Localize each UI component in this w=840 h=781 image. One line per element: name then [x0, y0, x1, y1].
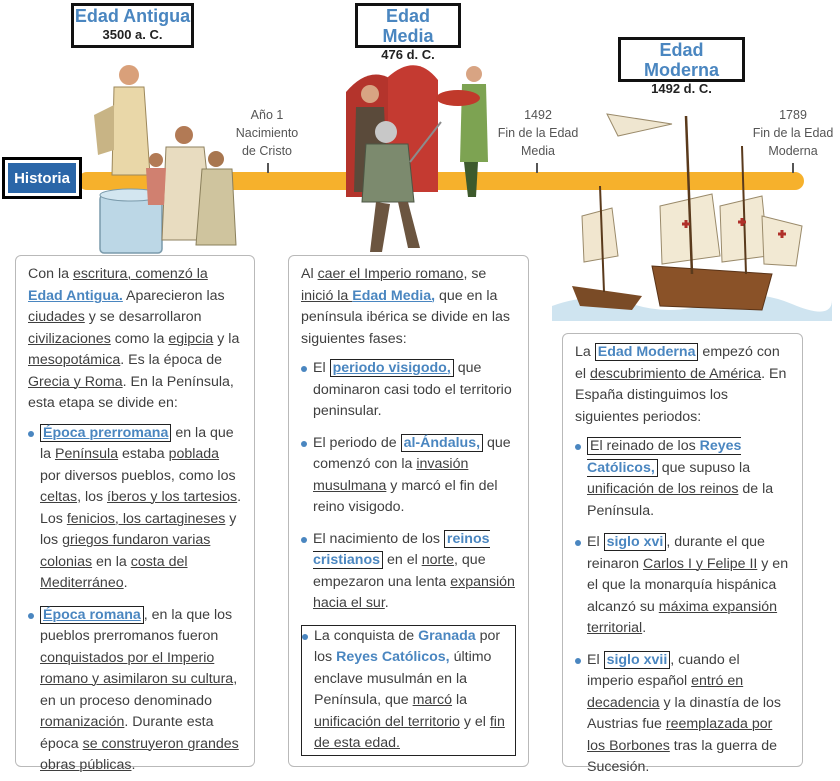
- panel-edad-antigua: [15, 255, 255, 773]
- panel-edad-moderna: [562, 333, 803, 775]
- list-item: El nacimiento de los reinos cristianos en el norte, que empezaron una lenta expansión hacia el sur.: [301, 529, 516, 615]
- historia-tag: [2, 157, 82, 199]
- ancient-figures-illustration: [84, 55, 244, 255]
- timeline-label-1492: 1492 Fin de la Edad Media: [497, 108, 579, 158]
- list-item: Época romana , en la que los pueblos prerromanos fueron conquistados por el Imperio romano y asimilaron su cultura, en un proceso denominado romanización. Durante esta época se construyeron grandes obras públicas.: [28, 605, 242, 777]
- panel-intro: Con la escritura, comenzó la Edad Antigua. Aparecieron las ciudades y se desarrollaron civilizaciones como la egipcia y la mesopotámica. Es la época de Grecia y Roma. En la Península, esta etapa se divide en:: [28, 266, 240, 411]
- era-date: 1492 d. C.: [651, 81, 712, 96]
- era-date: 476 d. C.: [381, 47, 435, 62]
- panel-intro: Al caer el Imperio romano, se inició la Edad Media, que en la península ibérica se divide en las siguientes fases:: [301, 266, 511, 347]
- list-item: El siglo xvii , cuando el imperio español entró en decadencia y la dinastía de los Austrias fue reemplazada por los Borbones tras la guerra de Sucesión.: [575, 650, 790, 779]
- panel-intro: La Edad Moderna empezó con el descubrimiento de América. En España distinguimos los siguientes periodos:: [575, 344, 787, 425]
- timeline-tick: [267, 163, 269, 173]
- list-item: El periodo de al-Ándalus, que comenzó con la invasión musulmana y marcó el fin del reino visigodo.: [301, 433, 516, 519]
- era-name: Edad Moderna: [643, 40, 719, 80]
- era-date: 3500 a. C.: [102, 27, 163, 42]
- list-item: Época prerromana en la que la Península estaba poblada por diversos pueblos, como los celtas, los íberos y los tartesios. Los fenicios, los cartagineses y los griegos fundaron varias colonias en la costa del Mediterráneo.: [28, 423, 242, 595]
- ships-illustration: [552, 96, 832, 321]
- era-label-edad-antigua: [71, 3, 194, 48]
- era-label-edad-moderna: [618, 37, 745, 96]
- timeline-label-1789: 1789 Fin de la Edad Moderna: [752, 108, 834, 158]
- era-name: Edad Media: [382, 6, 434, 46]
- list-item: El periodo visigodo, que dominaron casi todo el territorio peninsular.: [301, 358, 516, 423]
- list-item: El siglo xvi , durante el que reinaron Carlos I y Felipe II y en el que la monarquía hispánica alcanzó su máxima expansión territorial.: [575, 532, 790, 640]
- era-name: Edad Antigua: [74, 6, 191, 26]
- era-label-edad-media: [355, 3, 461, 62]
- timeline-label-year-1: Año 1 Nacimiento de Cristo: [235, 108, 299, 158]
- timeline-tick: [536, 163, 538, 173]
- historia-label: Historia: [8, 163, 76, 193]
- list-item: El reinado de los Reyes Católicos, que supuso la unificación de los reinos de la Península.: [575, 436, 790, 522]
- list-item: La conquista de Granada por los Reyes Católicos, último enclave musulmán en la Península, que marcó la unificación del territorio y el fin de esta edad.: [301, 625, 516, 756]
- medieval-figures-illustration: [326, 52, 496, 257]
- panel-edad-media: [288, 255, 529, 767]
